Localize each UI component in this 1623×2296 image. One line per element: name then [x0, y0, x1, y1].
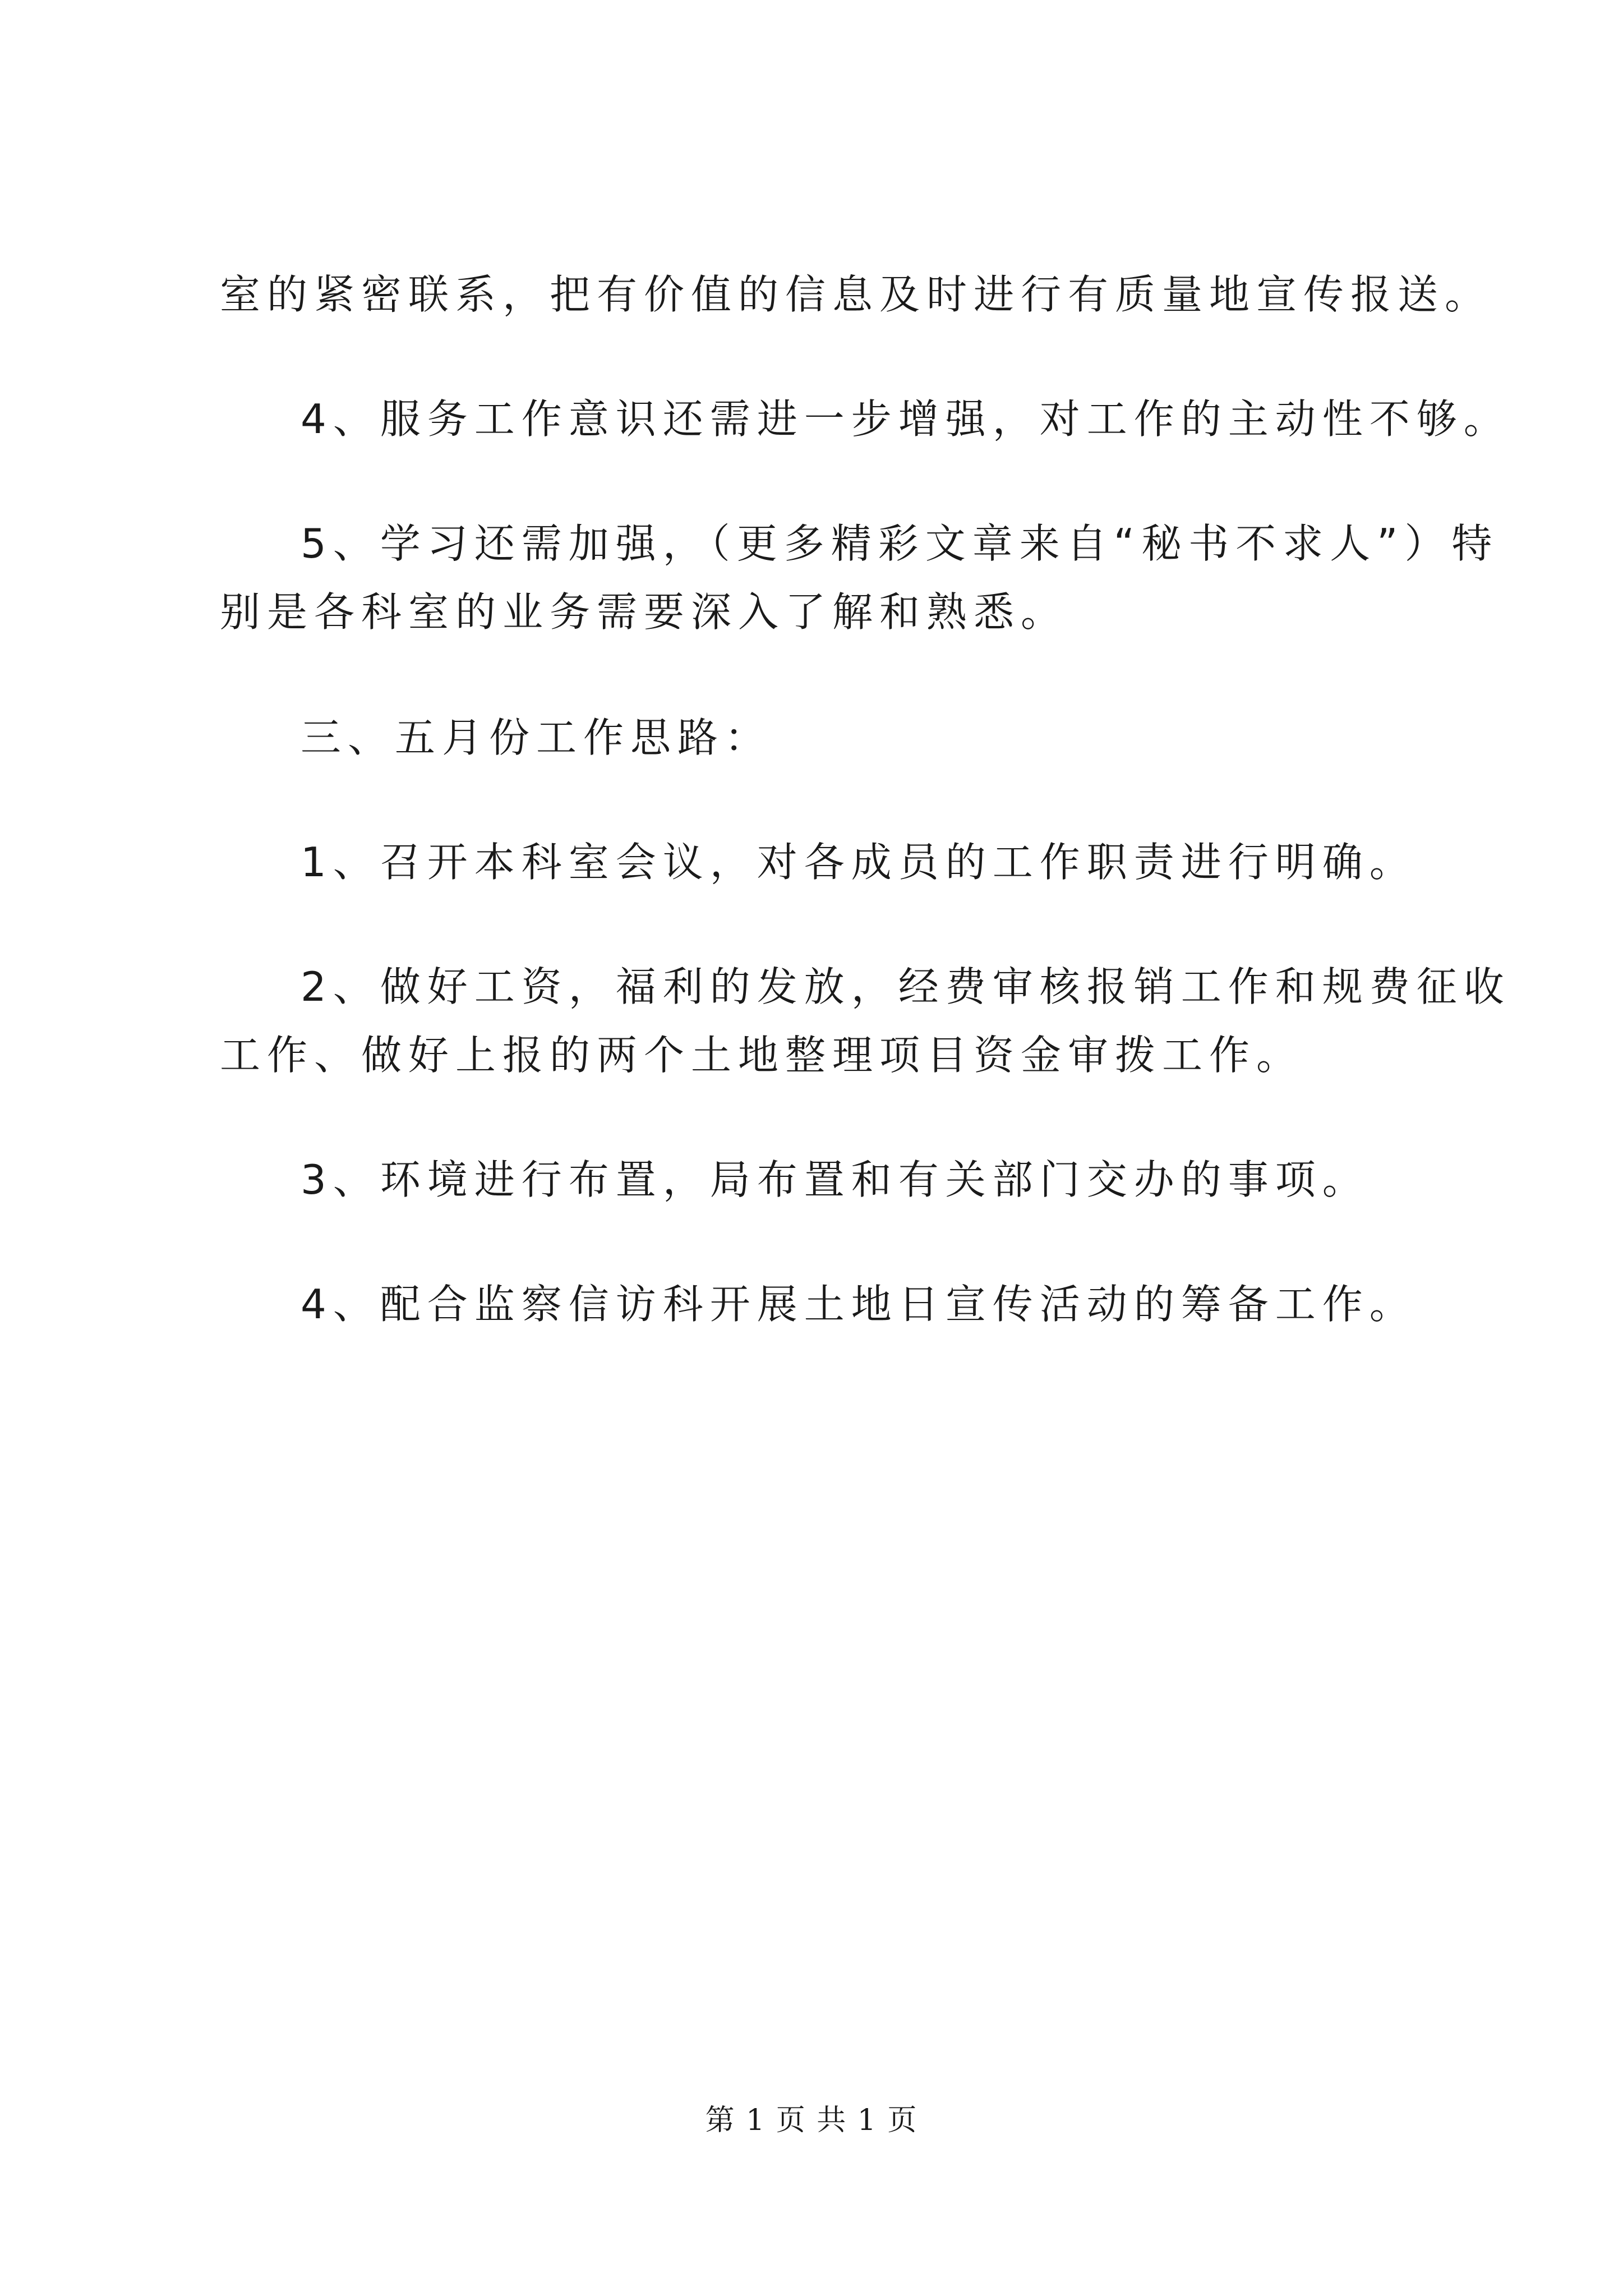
paragraph-line: 4、配合监察信访科开展土地日宣传活动的筹备工作。	[301, 1281, 1417, 1328]
paragraph-line: 室的紧密联系，把有价值的信息及时进行有质量地宣传报送。	[220, 271, 1492, 318]
paragraph-line: 4、服务工作意识还需进一步增强，对工作的主动性不够。	[301, 395, 1511, 443]
paragraph-line: 1、召开本科室会议，对各成员的工作职责进行明确。	[301, 839, 1417, 886]
paragraph-line: 工作、做好上报的两个土地整理项目资金审拨工作。	[220, 1032, 1304, 1079]
section-heading: 三、五月份工作思路：	[301, 714, 772, 761]
paragraph-line: 5、学习还需加强，（更多精彩文章来自“秘书不求人”）特	[301, 520, 1499, 567]
paragraph-line: 别是各科室的业务需要深入了解和熟悉。	[220, 588, 1068, 636]
paragraph-line: 3、环境进行布置，局布置和有关部门交办的事项。	[301, 1156, 1370, 1203]
page-footer: 第 1 页 共 1 页	[705, 2104, 918, 2137]
paragraph-line: 2、做好工资，福利的发放，经费审核报销工作和规费征收	[301, 963, 1511, 1010]
